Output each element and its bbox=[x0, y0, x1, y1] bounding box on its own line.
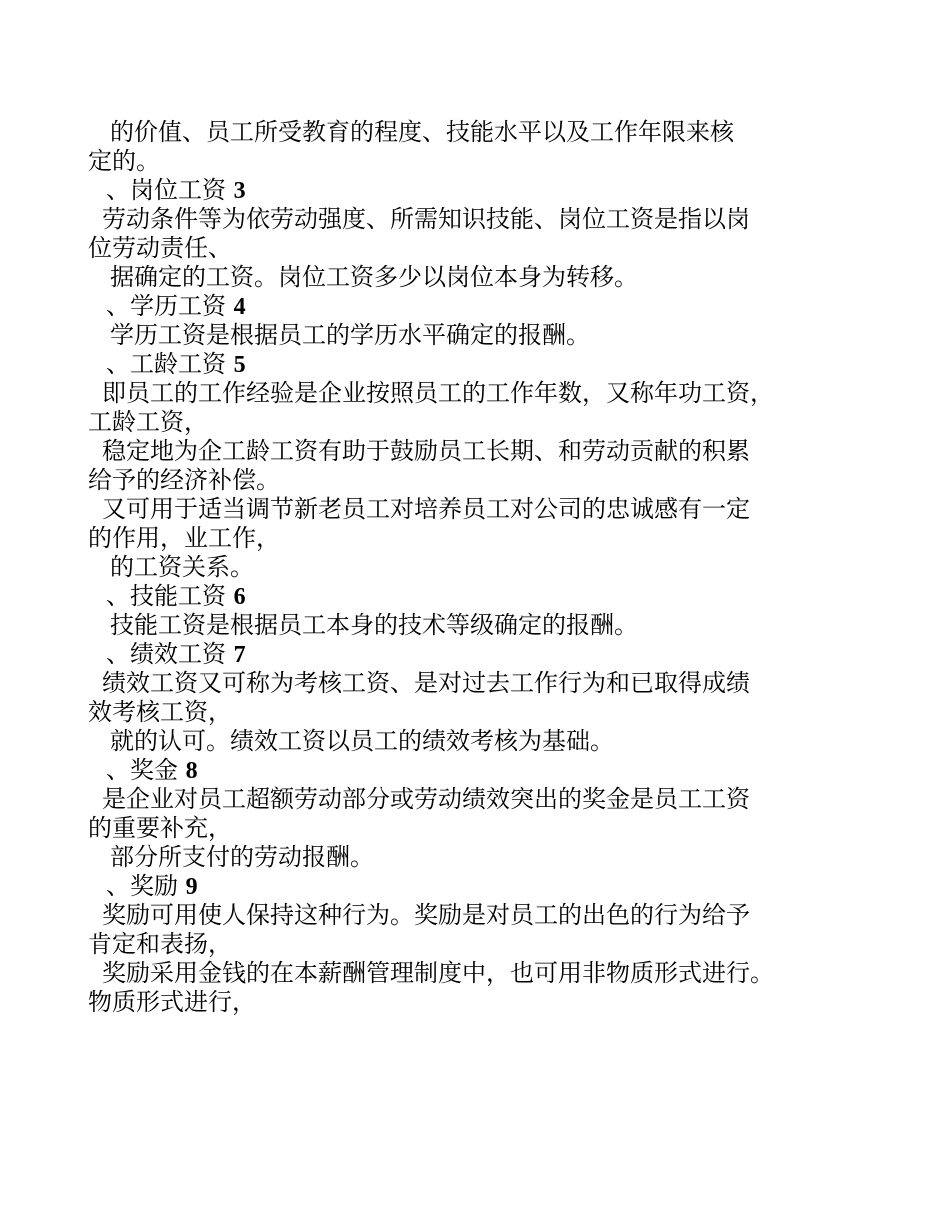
paragraph-line: 技能工资是根据员工本身的技术等级确定的报酬。 bbox=[110, 611, 638, 639]
section-heading bbox=[88, 640, 878, 669]
heading-text: 、岗位工资 bbox=[106, 176, 226, 204]
paragraph-line: 是企业对员工超额劳动部分或劳动绩效突出的奖金是员工工资 bbox=[102, 785, 750, 813]
heading-number: 4 bbox=[233, 294, 246, 320]
paragraph-line: 绩效工资又可称为考核工资、是对过去工作行为和已取得成绩 bbox=[102, 669, 750, 697]
paragraph-line: 部分所支付的劳动报酬。 bbox=[110, 843, 374, 871]
heading-number: 9 bbox=[185, 874, 198, 900]
heading-text: 、绩效工资 bbox=[106, 640, 226, 668]
paragraph-line: 学历工资是根据员工的学历水平确定的报酬。 bbox=[110, 321, 590, 349]
section-heading bbox=[88, 176, 878, 205]
document-page bbox=[88, 118, 878, 1017]
paragraph-line: 定的。 bbox=[88, 147, 160, 175]
paragraph-line: 劳动条件等为依劳动强度、所需知识技能、岗位工资是指以岗 bbox=[102, 205, 750, 233]
paragraph-line: 又可用于适当调节新老员工对培养员工对公司的忠诚感有一定 bbox=[102, 495, 750, 523]
heading-text: 、学历工资 bbox=[106, 292, 226, 320]
paragraph-line: 奖励可用使人保持这种行为。奖励是对员工的出色的行为给予 bbox=[102, 901, 750, 929]
paragraph-line: 奖励采用金钱的在本薪酬管理制度中，也可用非物质形式进行。 bbox=[102, 959, 774, 987]
heading-number: 7 bbox=[233, 642, 246, 668]
paragraph-line: 的重要补充， bbox=[88, 814, 232, 842]
paragraph-line: 就的认可。绩效工资以员工的绩效考核为基础。 bbox=[110, 727, 614, 755]
heading-number: 3 bbox=[233, 178, 246, 204]
paragraph-line: 稳定地为企工龄工资有助于鼓励员工长期、和劳动贡献的积累 bbox=[102, 437, 750, 465]
paragraph-line: 给予的经济补偿。 bbox=[88, 466, 280, 494]
heading-text: 、奖金 bbox=[106, 756, 178, 784]
heading-number: 8 bbox=[185, 758, 198, 784]
section-heading bbox=[88, 756, 878, 785]
heading-text: 、奖励 bbox=[106, 872, 178, 900]
section-heading bbox=[88, 582, 878, 611]
paragraph-line: 的作用，业工作， bbox=[88, 524, 280, 552]
section-heading bbox=[88, 872, 878, 901]
paragraph-line: 肯定和表扬， bbox=[88, 930, 232, 958]
paragraph-line: 的工资关系。 bbox=[110, 553, 254, 581]
heading-number: 5 bbox=[233, 352, 246, 378]
paragraph-line: 的价值、员工所受教育的程度、技能水平以及工作年限来核 bbox=[110, 118, 734, 146]
heading-text: 、技能工资 bbox=[106, 582, 226, 610]
paragraph-line: 效考核工资， bbox=[88, 698, 232, 726]
paragraph-line: 工龄工资， bbox=[88, 408, 208, 436]
paragraph-line: 即员工的工作经验是企业按照员工的工作年数，又称年功工资， bbox=[102, 379, 774, 407]
section-heading bbox=[88, 292, 878, 321]
paragraph-line: 物质形式进行， bbox=[88, 988, 256, 1016]
heading-text: 、工龄工资 bbox=[106, 350, 226, 378]
heading-number: 6 bbox=[233, 584, 246, 610]
paragraph-line: 据确定的工资。岗位工资多少以岗位本身为转移。 bbox=[110, 263, 638, 291]
paragraph-line: 位劳动责任、 bbox=[88, 234, 232, 262]
section-heading bbox=[88, 350, 878, 379]
